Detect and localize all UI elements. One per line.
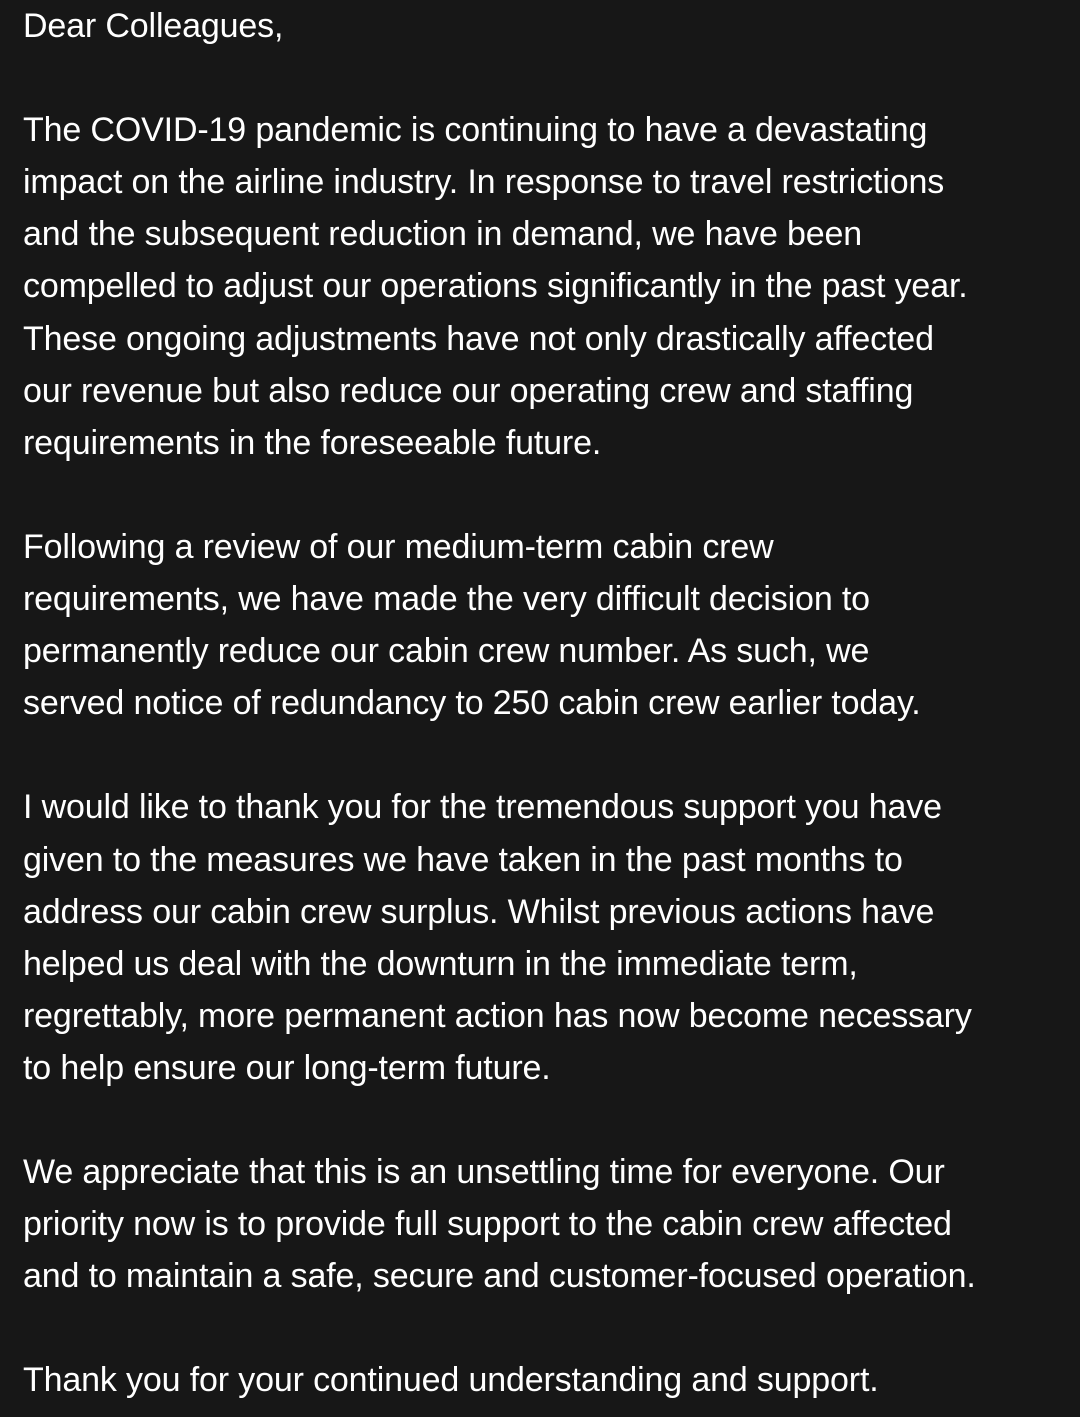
email-paragraph-3 [23,781,1064,1094]
email-paragraph-1 [23,104,1064,469]
paragraph-line: Following a review of our medium-term cabin crew [23,527,774,566]
paragraph-line: regrettably, more permanent action has now become necessary [23,996,972,1035]
paragraph-line: and the subsequent reduction in demand, we have been [23,215,863,254]
paragraph-line: permanently reduce our cabin crew number. As such, we [23,632,870,671]
paragraph-line: priority now is to provide full support to the cabin crew affected [23,1205,952,1244]
paragraph-line: requirements in the foreseeable future. [23,423,602,462]
paragraph-line: to help ensure our long-term future. [23,1048,551,1087]
paragraph-line: and to maintain a safe, secure and customer-focused operation. [23,1257,976,1296]
paragraph-line: our revenue but also reduce our operating crew and staffing [23,371,914,410]
paragraph-line: These ongoing adjustments have not only drastically affected [23,319,934,358]
paragraph-line: Thank you for your continued understanding and support. [23,1361,879,1400]
email-paragraph-4 [23,1146,1064,1302]
email-paragraph-2 [23,521,1064,729]
paragraph-line: address our cabin crew surplus. Whilst previous actions have [23,892,935,931]
paragraph-line: given to the measures we have taken in the past months to [23,840,903,879]
paragraph-line: compelled to adjust our operations significantly in the past year. [23,267,968,306]
paragraph-line: helped us deal with the downturn in the immediate term, [23,944,858,983]
paragraph-line: The COVID-19 pandemic is continuing to have a devastating [23,111,928,150]
paragraph-line: impact on the airline industry. In response to travel restrictions [23,163,945,202]
paragraph-line: I would like to thank you for the tremendous support you have [23,788,942,827]
email-greeting: Dear Colleagues, [23,7,284,45]
email-paragraph-5 [23,1354,1064,1406]
paragraph-line: served notice of redundancy to 250 cabin crew earlier today. [23,684,921,723]
paragraph-line: We appreciate that this is an unsettling time for everyone. Our [23,1153,945,1192]
paragraph-line: requirements, we have made the very difficult decision to [23,580,870,619]
